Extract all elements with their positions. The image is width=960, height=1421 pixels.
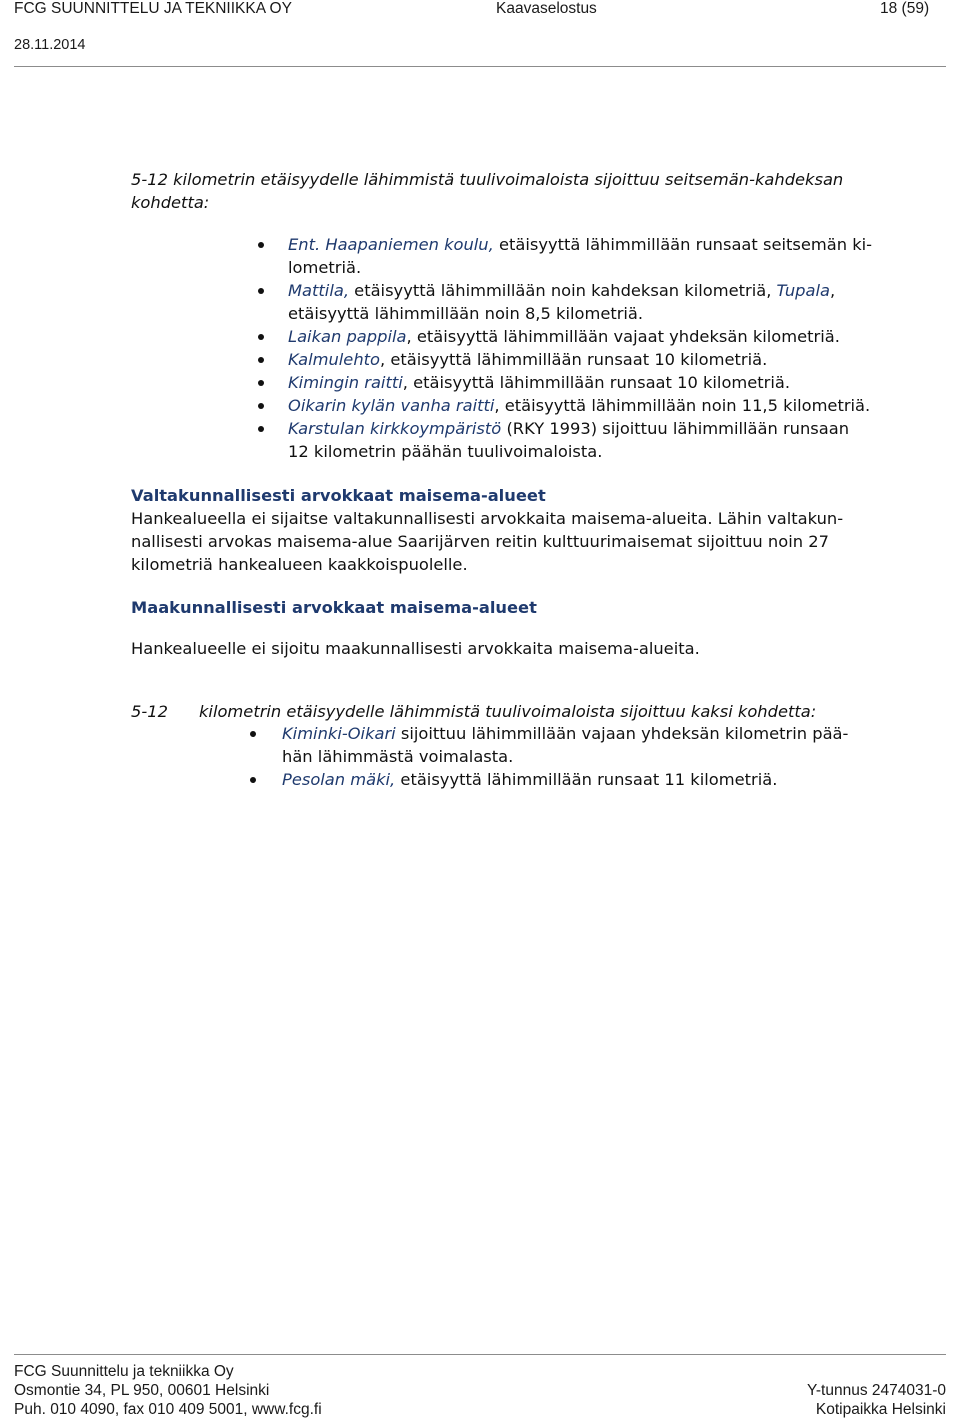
list-item xyxy=(288,234,872,257)
header-company: FCG SUUNNITTELU JA TEKNIIKKA OY xyxy=(14,0,292,17)
item-name: Ent. Haapaniemen koulu, xyxy=(288,235,494,254)
item-name: Kimingin raitti xyxy=(288,373,403,392)
item-text: etäisyyttä lähimmillään runsaat 11 kilometriä. xyxy=(395,770,778,789)
section2-para-line2: nallisesti arvokas maisema-alue Saarijärven reitin kulttuurimaisemat sijoittuu noin 27 xyxy=(131,532,829,551)
list-item-continuation: hän lähimmästä voimalasta. xyxy=(282,747,514,766)
list-item-continuation: 12 kilometrin päähän tuulivoimaloista. xyxy=(288,442,603,461)
bullet-icon xyxy=(250,731,256,737)
section4-intro-number: 5-12 xyxy=(131,702,168,721)
bullet-icon xyxy=(258,334,264,340)
item-text: , etäisyyttä lähimmillään runsaat 10 kilometriä. xyxy=(402,373,791,392)
list-item-continuation: etäisyyttä lähimmillään noin 8,5 kilometriä. xyxy=(288,304,644,323)
footer-domicile: Kotipaikka Helsinki xyxy=(815,1401,946,1418)
footer-rule xyxy=(14,1354,946,1355)
list-item xyxy=(288,349,767,372)
item-text: , etäisyyttä lähimmillään runsaat 10 kilometriä. xyxy=(379,350,768,369)
item-name: Karstulan kirkkoympäristö xyxy=(288,419,502,438)
item-name: Kiminki-Oikari xyxy=(282,724,396,743)
list-item xyxy=(282,723,848,746)
bullet-icon xyxy=(258,380,264,386)
list-item xyxy=(282,769,777,792)
header-date: 28.11.2014 xyxy=(14,37,86,53)
item-name: Oikarin kylän vanha raitti xyxy=(288,396,495,415)
footer-address: Osmontie 34, PL 950, 00601 Helsinki xyxy=(14,1382,270,1399)
item-name: Pesolan mäki, xyxy=(282,770,396,789)
item-name-secondary: Tupala xyxy=(776,281,830,300)
item-text: etäisyyttä lähimmillään runsaat seitsemän ki- xyxy=(493,235,873,254)
footer-business-id: Y-tunnus 2474031-0 xyxy=(806,1382,946,1399)
section2-para-line1: Hankealueella ei sijaitse valtakunnallisesti arvokkaita maisema-alueita. Lähin valtakun- xyxy=(131,509,844,528)
item-name: Mattila, xyxy=(288,281,349,300)
bullet-icon xyxy=(258,242,264,248)
list-item xyxy=(288,395,870,418)
footer-contact: Puh. 010 4090, fax 010 409 5001, www.fcg.fi xyxy=(14,1401,322,1418)
section3-heading: Maakunnallisesti arvokkaat maisema-alueet xyxy=(131,598,537,617)
item-text: , etäisyyttä lähimmillään vajaat yhdeksän kilometriä. xyxy=(406,327,840,346)
item-text: etäisyyttä lähimmillään noin kahdeksan kilometriä, xyxy=(349,281,777,300)
list-item xyxy=(288,280,835,303)
footer-company: FCG Suunnittelu ja tekniikka Oy xyxy=(14,1363,234,1380)
bullet-icon xyxy=(258,426,264,432)
item-name: Kalmulehto xyxy=(288,350,380,369)
item-text: (RKY 1993) sijoittuu lähimmillään runsaan xyxy=(501,419,850,438)
header-page-number: 18 (59) xyxy=(880,0,930,17)
section2-heading: Valtakunnallisesti arvokkaat maisema-alueet xyxy=(131,486,546,505)
bullet-icon xyxy=(258,357,264,363)
section3-para: Hankealueelle ei sijoitu maakunnallisesti arvokkaita maisema-alueita. xyxy=(131,639,700,658)
bullet-icon xyxy=(258,403,264,409)
header-rule xyxy=(14,66,946,67)
bullet-icon xyxy=(258,288,264,294)
list-item xyxy=(288,418,849,441)
item-name: Laikan pappila xyxy=(288,327,407,346)
list-item-continuation: lometriä. xyxy=(288,258,362,277)
item-text: , etäisyyttä lähimmillään noin 11,5 kilometriä. xyxy=(494,396,871,415)
item-text-secondary: , xyxy=(830,281,836,300)
list-item xyxy=(288,326,840,349)
section4-intro-text: kilometrin etäisyydelle lähimmistä tuulivoimaloista sijoittuu kaksi kohdetta: xyxy=(199,702,817,721)
section1-intro-line2: kohdetta: xyxy=(131,193,210,212)
section2-para-line3: kilometriä hankealueen kaakkoispuolelle. xyxy=(131,555,468,574)
header-doc-type: Kaavaselostus xyxy=(496,0,597,17)
list-item xyxy=(288,372,790,395)
section1-intro-line1: 5-12 kilometrin etäisyydelle lähimmistä tuulivoimaloista sijoittuu seitsemän-kahdeksan xyxy=(131,170,844,189)
bullet-icon xyxy=(250,777,256,783)
item-text: sijoittuu lähimmillään vajaan yhdeksän kilometrin pää- xyxy=(395,724,849,743)
